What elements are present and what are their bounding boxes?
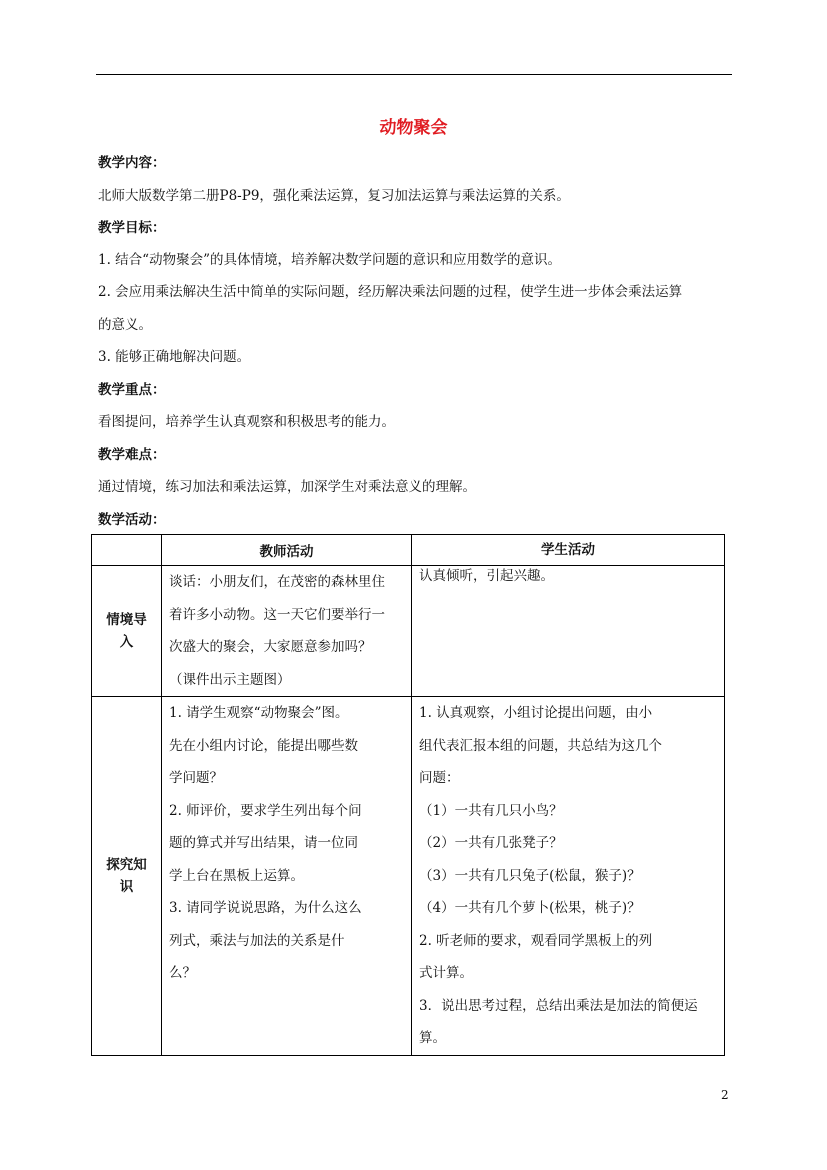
- key-heading: 教学重点：: [98, 382, 166, 398]
- teacher-text-line: 次盛大的聚会，大家愿意参加吗？: [169, 639, 372, 655]
- student-text-line: （4）一共有几个萝卜(松果，桃子)？: [419, 900, 641, 916]
- page-title: 动物聚会: [379, 118, 448, 138]
- goal-2-line-2: 的意义。: [98, 317, 152, 333]
- student-text-line: （2）一共有几张凳子？: [419, 835, 563, 851]
- teacher-text-line: 学问题？: [169, 770, 223, 786]
- table-header-row: [92, 535, 725, 566]
- teacher-text-line: 题的算式并写出结果，请一位同: [169, 835, 358, 851]
- teacher-text-line: （课件出示主题图）: [169, 671, 291, 688]
- student-text-line: （1）一共有几只小鸟？: [419, 802, 563, 819]
- content-text: 北师大版数学第二册P8-P9，强化乘法运算，复习加法运算与乘法运算的关系。: [98, 188, 570, 204]
- goal-1: 1. 结合“动物聚会”的具体情境，培养解决数学问题的意识和应用数学的意识。: [98, 252, 561, 268]
- student-cell-explore: [412, 697, 725, 1056]
- teacher-column-header: 教师活动: [162, 535, 412, 566]
- student-text-line: 式计算。: [419, 965, 473, 981]
- teacher-text-line: 3. 请同学说说思路，为什么这么: [169, 900, 362, 916]
- student-text-line: 3．说出思考过程，总结出乘法是加法的简便运: [419, 997, 698, 1014]
- student-text-line: （3）一共有几只兔子(松鼠，猴子)？: [419, 867, 641, 884]
- teacher-text-line: 么？: [169, 965, 196, 981]
- teacher-text-line: 学上台在黑板上运算。: [169, 867, 304, 884]
- teacher-text-line: 列式，乘法与加法的关系是什: [169, 932, 345, 949]
- table-corner-cell: [92, 535, 162, 566]
- header-rule: [96, 74, 732, 75]
- student-text-line: 2. 听老师的要求，观看同学黑板上的列: [419, 932, 653, 949]
- page-number: 2: [721, 1088, 729, 1102]
- difficult-heading: 教学难点：: [98, 447, 166, 463]
- teacher-text-line: 2. 师评价，要求学生列出每个问: [169, 802, 362, 819]
- teacher-cell-explore: [162, 697, 412, 1056]
- row-head-intro-line-1: 情境导: [106, 612, 147, 628]
- content-heading: 教学内容：: [98, 155, 166, 171]
- row-head-intro: [92, 566, 162, 697]
- student-text-line: 认真倾听，引起兴趣。: [419, 568, 554, 584]
- goal-3: 3. 能够正确地解决问题。: [98, 349, 251, 365]
- student-cell-intro: [412, 566, 725, 697]
- goal-2-line-1: 2. 会应用乘法解决生活中简单的实际问题，经历解决乘法问题的过程，使学生进一步体会乘法运算: [98, 284, 683, 300]
- row-head-explore-line-2: 识: [119, 878, 134, 895]
- teacher-cell-intro: [162, 566, 412, 697]
- row-head-explore-line-1: 探究知: [106, 856, 147, 873]
- key-text: 看图提问，培养学生认真观察和积极思考的能力。: [98, 414, 395, 430]
- row-head-intro-line-2: 入: [119, 634, 134, 650]
- table-row: [92, 566, 725, 697]
- student-text-line: 算。: [419, 1030, 446, 1046]
- student-text-line: 组代表汇报本组的问题，共总结为这几个: [419, 737, 662, 754]
- teacher-text-line: 先在小组内讨论，能提出哪些数: [169, 737, 358, 754]
- activity-table: [91, 534, 725, 1056]
- teacher-text-line: 1. 请学生观察“动物聚会”图。: [169, 705, 349, 721]
- table-row: [92, 697, 725, 1056]
- difficult-text: 通过情境，练习加法和乘法运算，加深学生对乘法意义的理解。: [98, 479, 476, 495]
- teacher-text-line: 着许多小动物。这一天它们要举行一: [169, 606, 385, 623]
- activity-heading: 数学活动：: [98, 512, 166, 528]
- teacher-text-line: 谈话：小朋友们，在茂密的森林里住: [169, 574, 385, 590]
- student-text-line: 问题：: [419, 770, 460, 786]
- student-text-line: 1. 认真观察，小组讨论提出问题，由小: [419, 705, 653, 721]
- row-head-explore: [92, 697, 162, 1056]
- student-column-header: 学生活动: [412, 535, 725, 566]
- goals-heading: 教学目标：: [98, 220, 166, 236]
